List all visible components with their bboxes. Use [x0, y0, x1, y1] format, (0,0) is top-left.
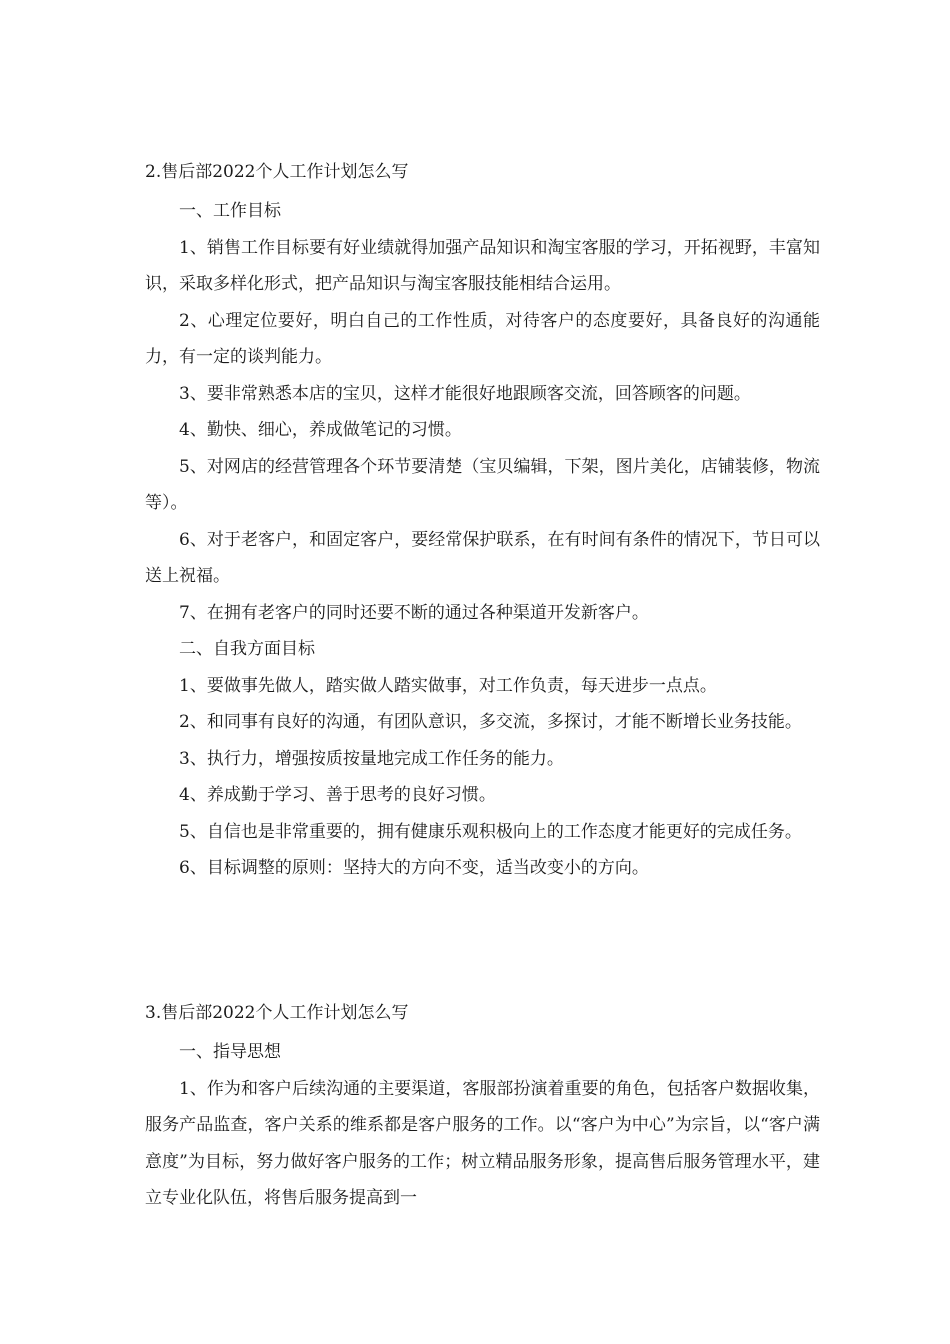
list-item: 7、在拥有老客户的同时还要不断的通过各种渠道开发新客户。: [179, 602, 649, 623]
heading-guiding-ideas: 一、指导思想: [179, 1042, 281, 1062]
list-item: 2、和同事有良好的沟通，有团队意识，多交流，多探讨，才能不断增长业务技能。: [179, 712, 802, 732]
heading-self-goals: 二、自我方面目标: [179, 639, 315, 659]
heading-work-goals: 一、工作目标: [179, 201, 281, 221]
list-item: 3、要非常熟悉本店的宝贝，这样才能很好地跟顾客交流，回答顾客的问题。: [179, 383, 751, 404]
section-2022-plan-3: [145, 997, 820, 1217]
list-item: 2、心理定位要好，明白自己的工作性质，对待客户的态度要好，具备良好的沟通能力，有一定的谈判能力。: [145, 310, 820, 367]
list-item: 1、要做事先做人，踏实做人踏实做事，对工作负责，每天进步一点点。: [179, 675, 717, 696]
section-2022-plan-2: [145, 156, 820, 887]
list-item: 6、目标调整的原则：坚持大的方向不变，适当改变小的方向。: [179, 858, 649, 878]
list-item: 5、自信也是非常重要的，拥有健康乐观积极向上的工作态度才能更好的完成任务。: [179, 821, 802, 842]
list-item: 1、作为和客户后续沟通的主要渠道，客服部扮演着重要的角色，包括客户数据收集，服务产品监查，客户关系的维系都是客户服务的工作。以“客户为中心”为宗旨，以“客户满意度”为目标，努力做好客户服务的工作；树立精品服务形象，提高售后服务管理水平，建立专业化队伍，将售后服务提高到一: [145, 1078, 820, 1208]
list-item: 4、勤快、细心，养成做笔记的习惯。: [179, 420, 462, 440]
list-item: 3、执行力，增强按质按量地完成工作任务的能力。: [179, 748, 564, 769]
section-title: 2.售后部2022个人工作计划怎么写: [145, 162, 409, 182]
list-item: 6、对于老客户，和固定客户，要经常保护联系，在有时间有条件的情况下，节日可以送上祝福。: [145, 529, 820, 586]
list-item: 4、养成勤于学习、善于思考的良好习惯。: [179, 785, 496, 805]
list-item: 5、对网店的经营管理各个环节要清楚（宝贝编辑，下架，图片美化，店铺装修，物流等）。: [145, 456, 820, 513]
list-item: 1、销售工作目标要有好业绩就得加强产品知识和淘宝客服的学习，开拓视野，丰富知识，采取多样化形式，把产品知识与淘宝客服技能相结合运用。: [145, 237, 820, 294]
section-title: 3.售后部2022个人工作计划怎么写: [145, 1003, 409, 1023]
